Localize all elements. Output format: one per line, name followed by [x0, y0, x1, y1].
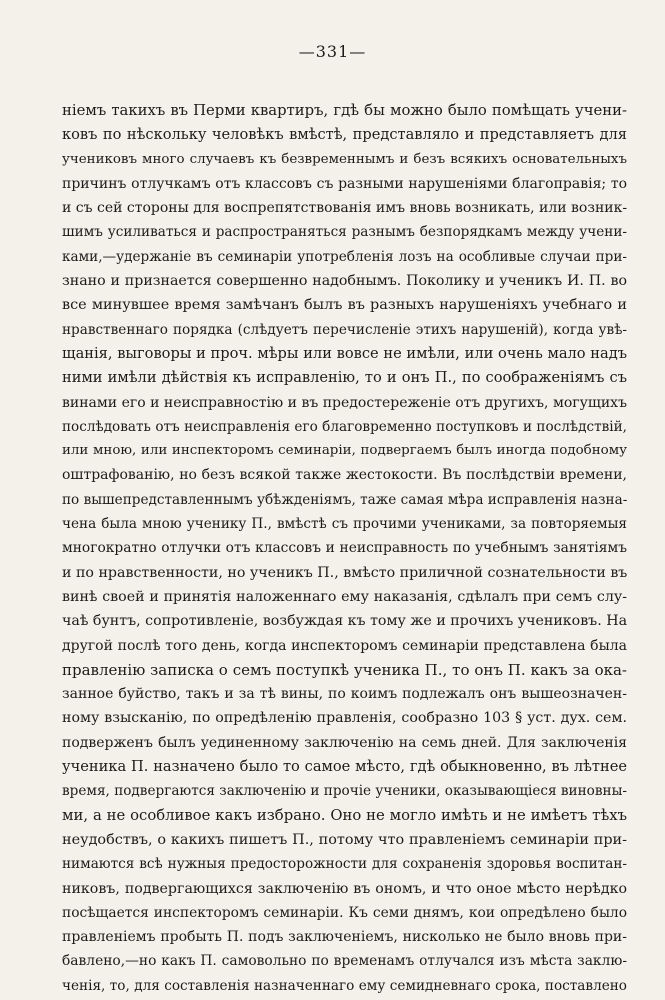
text-line: ками,—удержаніе въ семинаріи употребленія лозъ на особливые случаи при-: [62, 248, 627, 265]
text-line: чаѣ бунтъ, сопротивленіе, возбуждая къ тому же и прочихъ учениковъ. На: [62, 613, 627, 630]
text-line: многократно отлучки отъ классовъ и неисправность по учебнымъ занятіямъ: [62, 540, 627, 557]
text-line: ученика П. назначено было то самое мѣсто, гдѣ обыкновенно, въ лѣтнее: [62, 758, 627, 776]
text-line: оштрафованію, но безъ всякой также жестокости. Въ послѣдствіи времени,: [62, 467, 627, 484]
text-line: винѣ своей и принятія наложеннаго ему наказанія, сдѣлалъ при семъ слу-: [62, 588, 627, 605]
text-line: учениковъ много случаевъ къ безвременнымъ и безъ всякихъ основательныхъ: [62, 151, 627, 167]
text-line: нравственнаго порядка (слѣдуетъ перечисленіе этихъ нарушеній), когда увѣ-: [62, 321, 627, 338]
text-line: нимаются всѣ нужныя предосторожности для сохраненія здоровья воспитан-: [62, 856, 627, 873]
body-text: [62, 99, 627, 998]
text-line: и съ сей стороны для воспрепятствованія имъ вновь возникать, или возник-: [62, 200, 627, 217]
text-line: щанія, выговоры и проч. мѣры или вовсе не имѣли, или очень мало надъ: [62, 344, 627, 362]
text-line: время, подвергаются заключенію и прочіе ученики, оказывающіеся виновны-: [62, 783, 627, 800]
text-line: правленію записка о семъ поступкѣ ученика П., то онъ П. какъ за ока-: [62, 660, 627, 679]
text-line: чена была мною ученику П., вмѣстѣ съ прочими учениками, за повторяемыя: [62, 516, 627, 533]
page-number: —331—: [298, 42, 367, 61]
text-line: или мною, или инспекторомъ семинаріи, подвергаемъ былъ иногда подобному: [62, 443, 627, 459]
text-line: ними имѣли дѣйствія къ исправленію, то и онъ П., по соображеніямъ съ: [62, 369, 627, 387]
text-line: правленіемъ пробыть П. подъ заключеніемъ, нисколько не было вновь при-: [62, 929, 627, 946]
text-line: ченія, то, для составленія назначеннаго ему семидневнаго срока, поставлено: [62, 977, 627, 994]
text-line: ному взысканію, по опредѣленію правленія, сообразно 103 § уст. дух. сем.: [62, 710, 627, 727]
text-line: другой послѣ того день, когда инспекторомъ семинаріи представлена была: [62, 637, 627, 654]
text-line: винами его и неисправностію и въ предостереженіе отъ другихъ, могущихъ: [62, 394, 627, 411]
text-line: бавлено,—но какъ П. самовольно по временамъ отлучался изъ мѣста заклю-: [62, 953, 627, 970]
text-line: ковъ по нѣскольку человѣкъ вмѣстѣ, представляло и представляетъ для: [62, 126, 627, 144]
text-line: и по нравственности, но ученикъ П., вмѣсто приличной сознательности въ: [62, 564, 627, 581]
text-line: посѣщается инспекторомъ семинаріи. Къ семи днямъ, кои опредѣлено было: [62, 904, 627, 921]
text-line: никовъ, подвергающихся заключенію въ ономъ, и что оное мѣсто нерѣдко: [62, 880, 627, 897]
text-line: причинъ отлучкамъ отъ классовъ съ разными нарушеніями благоправія; то: [62, 175, 627, 192]
text-line: все минувшее время замѣчанъ былъ въ разныхъ нарушеніяхъ учебнаго и: [62, 297, 627, 314]
text-line: ніемъ такихъ въ Перми квартиръ, гдѣ бы можно было помѣщать учени-: [62, 102, 627, 119]
text-line: ми, а не особливое какъ избрано. Оно не могло имѣть и не имѣетъ тѣхъ: [62, 806, 627, 824]
text-line: знано и признается совершенно надобнымъ. Поколику и ученикъ И. П. во: [62, 273, 627, 290]
text-line: занное буйство, такъ и за тѣ вины, по коимъ подлежалъ онъ вышеозначен-: [62, 686, 627, 703]
text-line: подверженъ былъ уединенному заключенію на семь дней. Для заключенія: [62, 734, 627, 751]
text-line: неудобствъ, о какихъ пишетъ П., потому что правленіемъ семинаріи при-: [62, 831, 627, 848]
text-line: послѣдовать отъ неисправленія его благовременно поступковъ и послѣдствій,: [62, 418, 627, 435]
text-line: по вышепредставленнымъ убѣжденіямъ, таже самая мѣра исправленія назна-: [62, 491, 627, 508]
text-line: шимъ усиливаться и распространяться разнымъ безпорядкамъ между учени-: [62, 224, 627, 241]
